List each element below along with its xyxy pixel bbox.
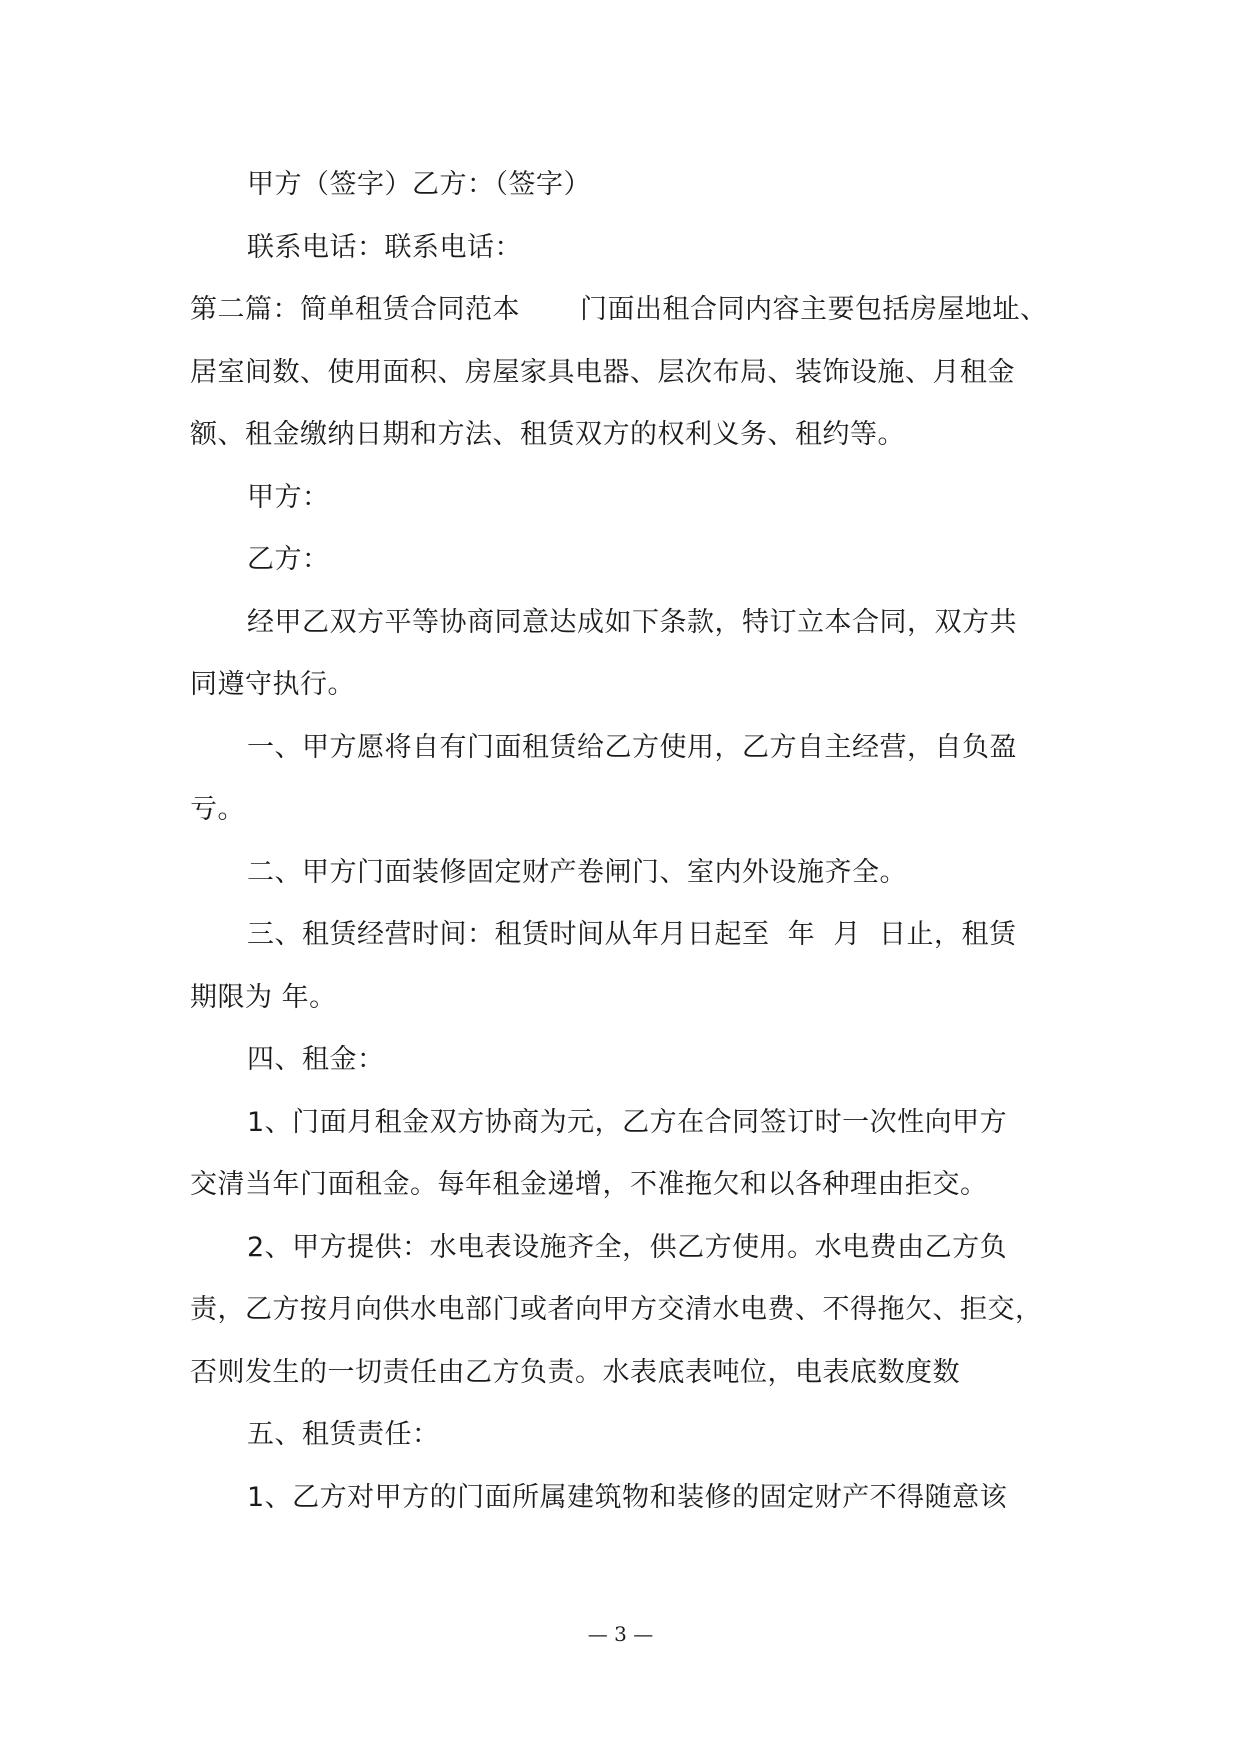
clause-line: 2、甲方提供：水电表设施齐全，供乙方使用。水电费由乙方负 — [247, 1231, 1008, 1263]
clause-line: 1、门面月租金双方协商为元，乙方在合同签订时一次性向甲方 — [247, 1106, 1008, 1138]
contact-phone-line: 联系电话：联系电话： — [247, 231, 522, 263]
paragraph-line: 期限为 年。 — [190, 981, 337, 1013]
clause-line: 三、租赁经营时间：租赁时间从年月日起至 年 月 日止，租赁 — [247, 919, 1017, 950]
party-a-line: 甲方： — [247, 481, 330, 513]
paragraph-line: 否则发生的一切责任由乙方负责。水表底表吨位，电表底数度数 — [190, 1356, 960, 1388]
paragraph-line: 亏。 — [190, 794, 245, 825]
clause-line: 一、甲方愿将自有门面租赁给乙方使用，乙方自主经营，自负盈 — [247, 731, 1017, 763]
clause-line: 1、乙方对甲方的门面所属建筑物和装修的固定财产不得随意该 — [247, 1481, 1008, 1513]
page-number: — 3 — — [587, 1622, 654, 1646]
paragraph-line: 责，乙方按月向供水电部门或者向甲方交清水电费、不得拖欠、拒交， — [190, 1294, 1043, 1325]
clause-heading: 五、租赁责任： — [247, 1419, 440, 1450]
paragraph-line: 居室间数、使用面积、房屋家具电器、层次布局、装饰设施、月租金 — [190, 356, 1015, 388]
clause-line: 二、甲方门面装修固定财产卷闸门、室内外设施齐全。 — [247, 856, 907, 888]
section-title: 第二篇：简单租赁合同范本 — [190, 294, 520, 325]
party-b-line: 乙方： — [247, 544, 330, 575]
contract-body — [190, 154, 1070, 1529]
paragraph-line: 额、租金缴纳日期和方法、租赁双方的权利义务、租约等。 — [190, 419, 905, 450]
section-heading-line — [190, 279, 1070, 342]
paragraph-line: 交清当年门面租金。每年租金递增，不准拖欠和以各种理由拒交。 — [190, 1169, 988, 1200]
paragraph-line: 经甲乙双方平等协商同意达成如下条款，特订立本合同，双方共 — [247, 606, 1017, 638]
paragraph-line: 同遵守执行。 — [190, 669, 355, 700]
section-intro: 门面出租合同内容主要包括房屋地址、 — [580, 294, 1048, 325]
signature-line: 甲方（签字）乙方：（签字） — [247, 169, 591, 200]
clause-heading: 四、租金： — [247, 1044, 385, 1075]
